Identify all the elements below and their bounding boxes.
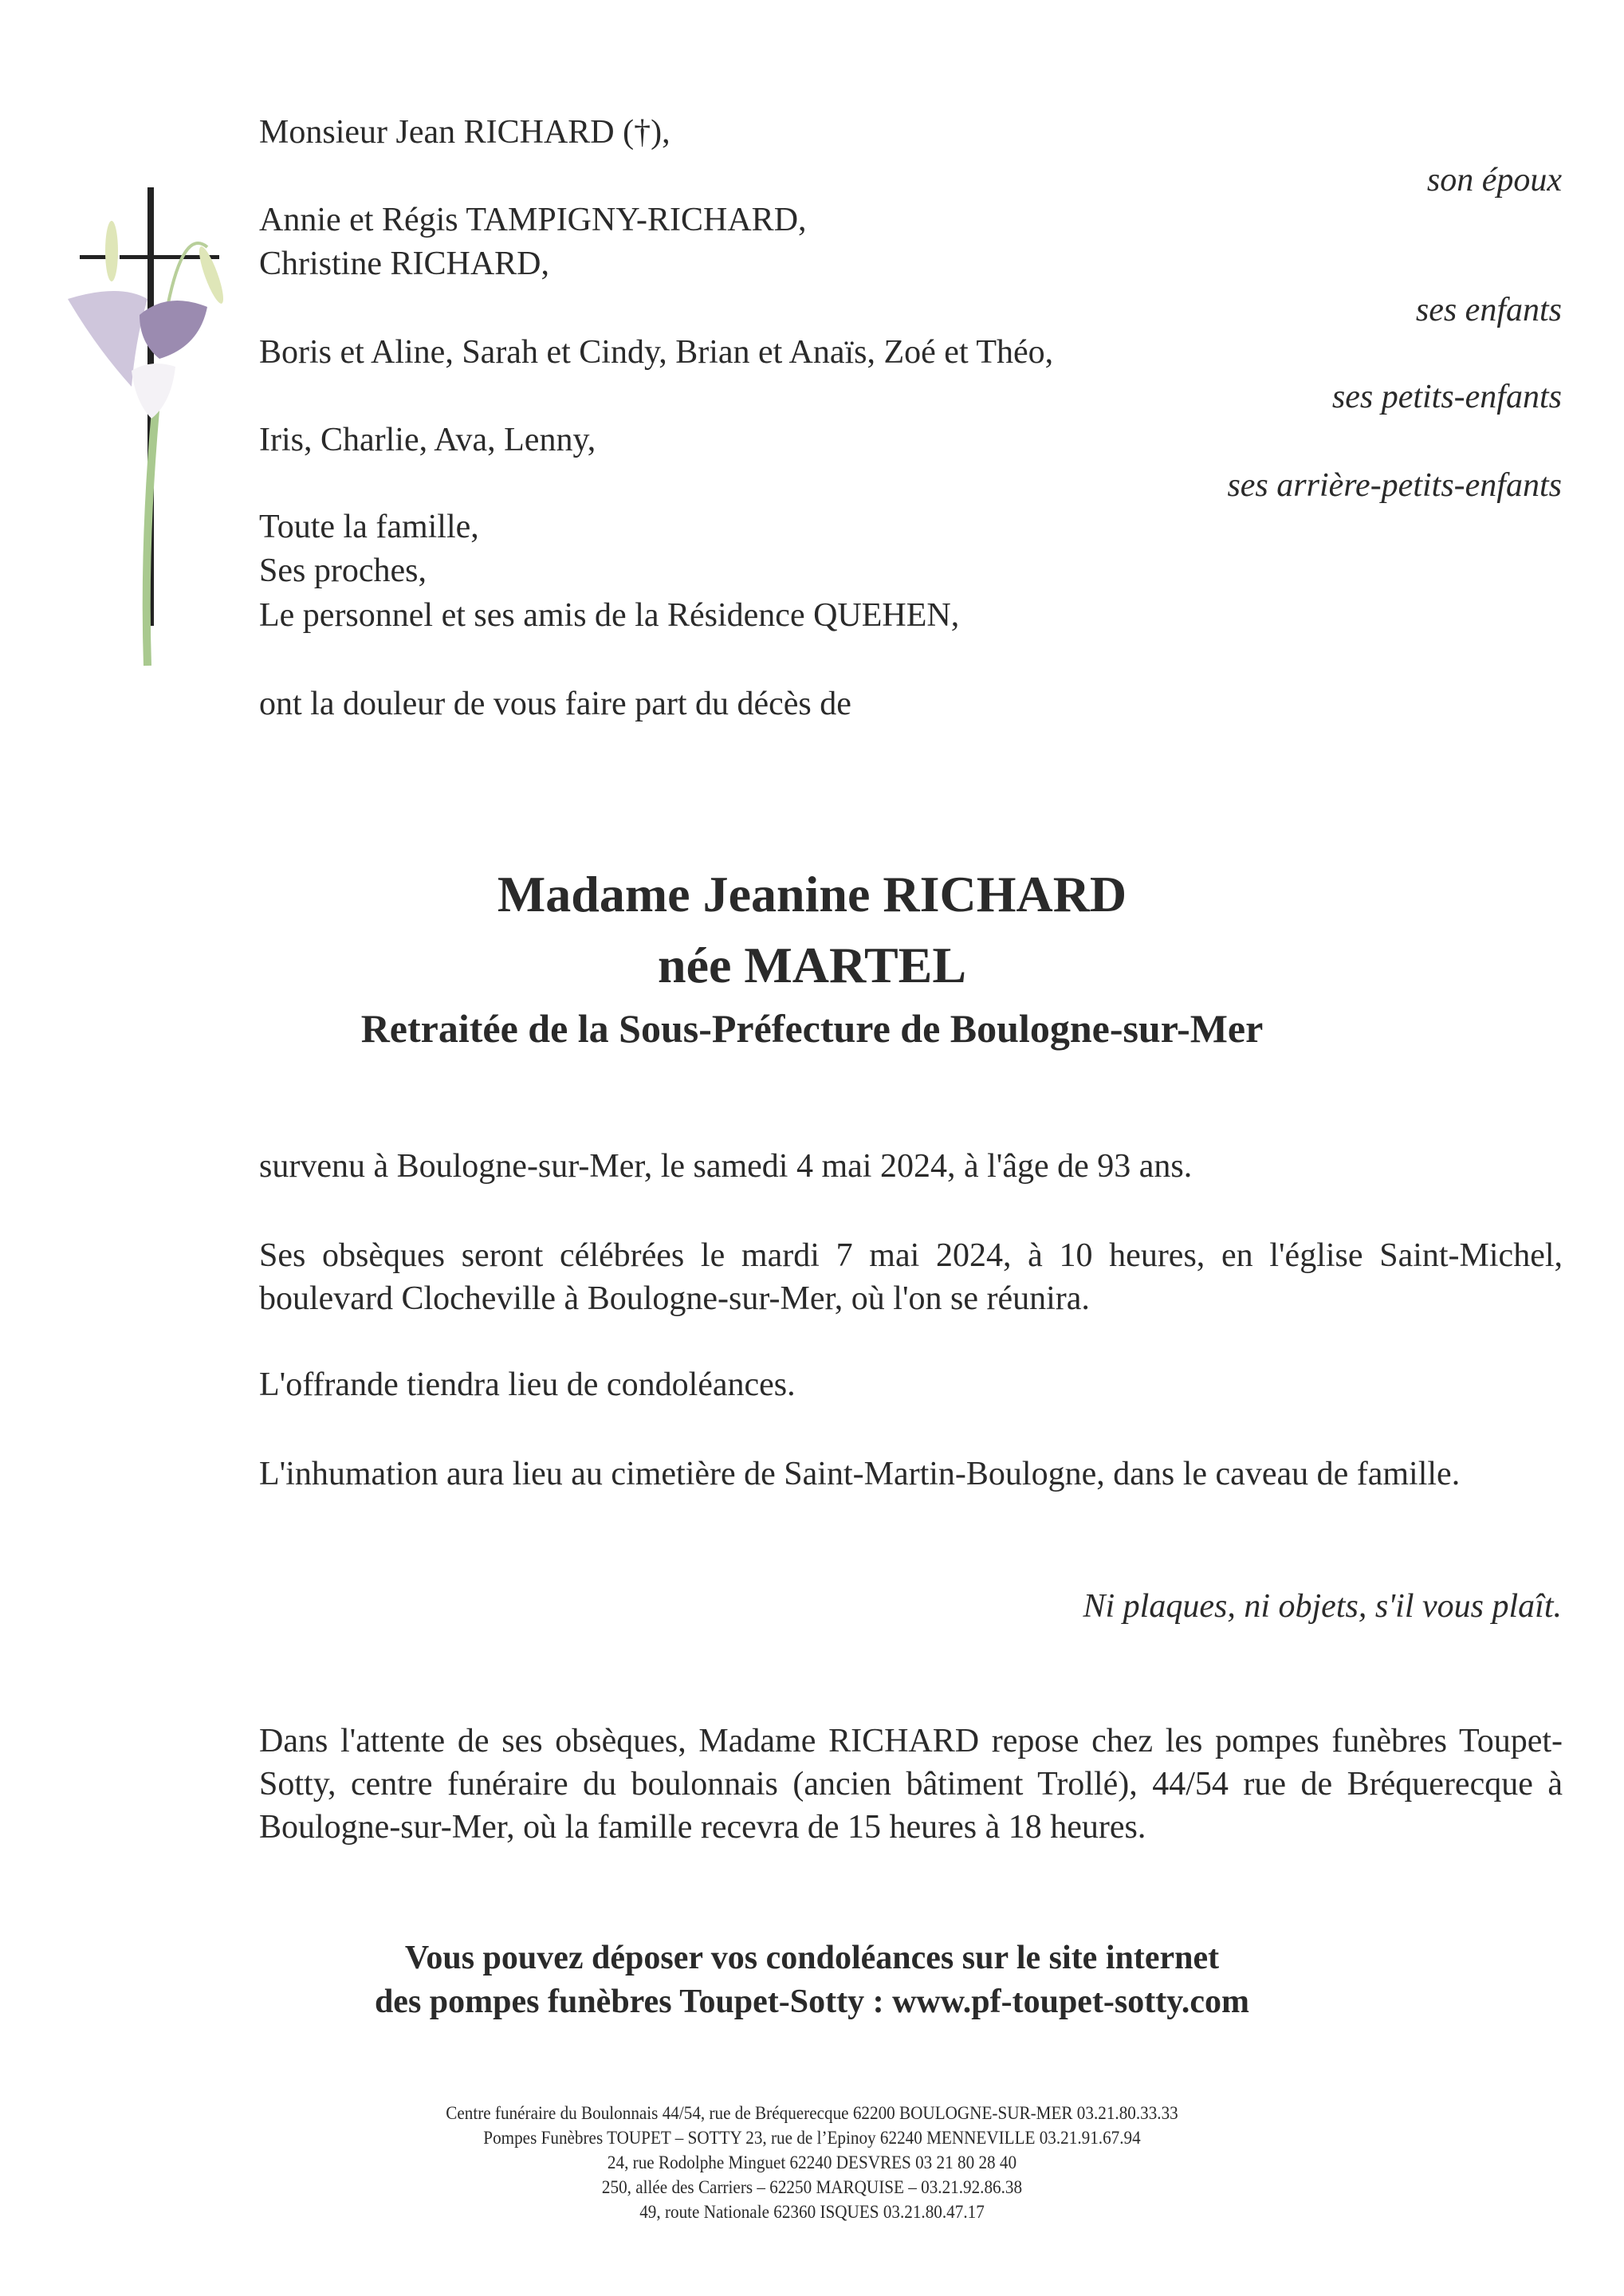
offering-note: L'offrande tiendra lieu de condoléances. [259, 1366, 796, 1403]
footer-address: 24, rue Rodolphe Minguet 62240 DESVRES 03 21 80 28 40 [607, 2152, 1017, 2172]
cross-lily-illustration [64, 187, 239, 682]
footer-address: Pompes Funèbres TOUPET – SOTTY 23, rue de l’Epinoy 62240 MENNEVILLE 03.21.91.67.94 [483, 2128, 1141, 2148]
child-name: Annie et Régis TAMPIGNY-RICHARD, [259, 202, 807, 238]
footer-address: 250, allée des Carriers – 62250 MARQUISE – 03.21.92.86.38 [601, 2177, 1023, 2197]
spouse-name: Monsieur Jean RICHARD (†), [259, 114, 670, 151]
child-name: Christine RICHARD, [259, 246, 550, 282]
deceased-maiden-name: née MARTEL [657, 937, 967, 993]
family-line: Toute la famille, [259, 509, 479, 545]
footer-address: Centre funéraire du Boulonnais 44/54, rue de Bréquerecque 62200 BOULOGNE-SUR-MER 03.21.80.33.33 [446, 2103, 1178, 2123]
footer-address: 49, route Nationale 62360 ISQUES 03.21.80.47.17 [639, 2202, 985, 2222]
flowers-request: Ni plaques, ni objets, s'il vous plaît. [1083, 1588, 1562, 1625]
death-notice: survenu à Boulogne-sur-Mer, le samedi 4 mai 2024, à l'âge de 93 ans. [259, 1148, 1193, 1185]
family-line: Le personnel et ses amis de la Résidence QUEHEN, [259, 597, 960, 634]
condolences-line: Vous pouvez déposer vos condoléances sur le site internet [404, 1940, 1220, 1976]
grandchildren-names: Boris et Aline, Sarah et Cindy, Brian et Anaïs, Zoé et Théo, [259, 334, 1054, 371]
burial-details: L'inhumation aura lieu au cimetière de Saint-Martin-Boulogne, dans le caveau de famille. [259, 1456, 1461, 1492]
viewing-details: Dans l'attente de ses obsèques, Madame RICHARD repose chez les pompes funèbres Toupet-Sotty, centre funéraire du boulonnais (ancien bâtiment Trollé), 44/54 rue de Bréquerecque à Boulogne-sur-Mer, où la famille recevra de 15 heures à 18 heures. [259, 1723, 1563, 1846]
deceased-occupation: Retraitée de la Sous-Préfecture de Boulogne-sur-Mer [360, 1006, 1264, 1051]
children-role: ses enfants [1415, 292, 1562, 328]
spouse-role: son époux [1426, 162, 1562, 199]
deceased-name: Madame Jeanine RICHARD [497, 866, 1127, 922]
condolences-website-line: des pompes funèbres Toupet-Sotty : www.pf-toupet-sotty.com [374, 1983, 1250, 2020]
family-line: Ses proches, [259, 552, 427, 589]
funeral-details: Ses obsèques seront célébrées le mardi 7 mai 2024, à 10 heures, en l'église Saint-Michel, boulevard Clocheville à Boulogne-sur-Mer, où l'on se réunira. [259, 1237, 1563, 1317]
great-grandchildren-role: ses arrière-petits-enfants [1227, 467, 1562, 504]
great-grandchildren-names: Iris, Charlie, Ava, Lenny, [259, 422, 596, 458]
announcement-line: ont la douleur de vous faire part du décès de [259, 686, 851, 722]
grandchildren-role: ses petits-enfants [1331, 379, 1562, 415]
